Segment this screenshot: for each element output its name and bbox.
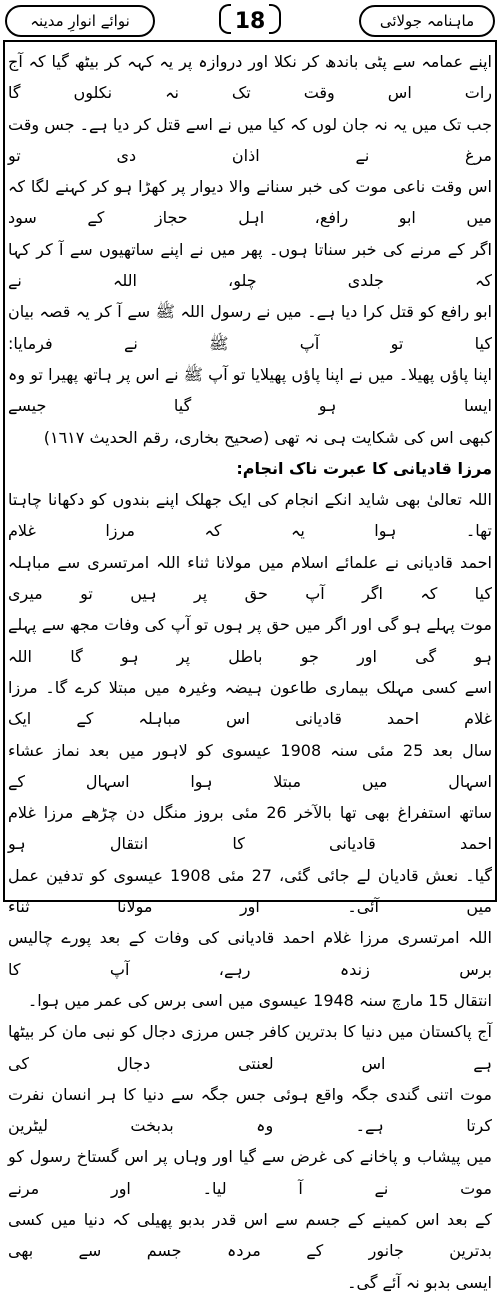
text-line: اپنا پاؤں پھیلا۔ میں نے اپنا پاؤں پھیلایا تو آپ ﷺ نے اس پر ہاتھ پھیرا تو وہ ایسا ہو گیا جیسے xyxy=(8,364,492,416)
heading-text: مرزا قادیانی کا عبرت ناک انجام: xyxy=(236,458,492,478)
left-brace-icon xyxy=(219,4,231,34)
text-line: اگر کے مرنے کی خبر سناتا ہوں۔ پھر میں نے اپنے ساتھیوں سے آ کر کہا کہ جلدی چلو، اللہ نے xyxy=(8,239,492,291)
text-line: میں پیشاب و پاخانے کی غرض سے گیا اور وہاں پر اس گستاخ رسول کو موت نے آ لیا۔ اور مرنے xyxy=(8,1147,492,1198)
magazine-month-label: ماہنامہ جولائی xyxy=(359,5,495,37)
page-number: 18 xyxy=(234,8,266,34)
page-number-box xyxy=(213,4,287,38)
text-line: اس وقت ناعی موت کی خبر سنانے والا دیوار پر کھڑا ہو کر کہنے لگا کہ میں ابو رافع، اہل حجاز کے سود xyxy=(8,177,492,228)
section-heading xyxy=(8,453,492,484)
text-line: آج پاکستان میں دنیا کا بدترین کافر جس مرزی دجال کو نبی مان کر بیٹھا ہے اس لعنتی دجال کی xyxy=(8,1022,492,1073)
right-brace-icon xyxy=(269,4,281,34)
article-body xyxy=(8,46,492,1298)
text-line: اللہ تعالیٰ بھی شاید انکے انجام کی ایک جھلک اپنے بندوں کو دکھانا چاہتا تھا۔ ہوا یہ کہ مرزا غلام xyxy=(8,490,492,541)
paragraph-2 xyxy=(8,484,492,1016)
text-line: ایسی بدبو نہ آئے گی۔ xyxy=(347,1272,492,1292)
text-line: ابو رافع کو قتل کرا دیا ہے۔ میں نے رسول اللہ ﷺ سے آ کر یہ قصہ بیان کیا تو آپ ﷺ نے فرمایا: xyxy=(8,302,492,353)
text-line: کبھی اس کی شکایت ہی نہ تھی (صحیح بخاری، رقم الحدیث ١٦١٧) xyxy=(43,427,492,447)
text-line: سال بعد 25 مئی سنہ 1908 عیسوی کو لاہور میں بعد نماز عشاء اسہال میں مبتلا ہوا اسہال کے xyxy=(8,740,492,791)
text-line: موت پہلے ہو گی اور اگر میں حق پر ہوں تو آپ کی وفات مجھ سے پہلے ہو گی اور جو باطل پر ہو گا اللہ xyxy=(8,615,492,666)
text-line: انتقال 15 مارچ سنہ 1948 عیسوی میں اسی برس کی عمر میں ہوا۔ xyxy=(27,990,492,1010)
paragraph-3 xyxy=(8,1016,492,1298)
magazine-title-label: نوائے انوارِ مدینہ xyxy=(5,5,155,37)
text-line: گیا۔ نعش قادیان لے جائی گئی، 27 مئی 1908 عیسوی کو تدفین عمل میں آئی۔ اور مولانا ثناء xyxy=(8,865,493,917)
text-line: اللہ امرتسری مرزا غلام احمد قادیانی کی وفات کے بعد پورے چالیس برس زندہ رہے، آپ کا xyxy=(8,928,492,979)
text-line: موت اتنی گندی جگہ واقع ہوئی جس جگہ سے دنیا کا ہر انسان نفرت کرتا ہے۔ وہ بدبخت لیٹرین xyxy=(8,1084,492,1136)
paragraph-1 xyxy=(8,46,492,453)
text-line: کے بعد اس کمینے کے جسم سے اس قدر بدبو پھیلی کہ دنیا میں کسی بدترین جانور کے مردہ جسم سے بھی xyxy=(8,1209,492,1261)
text-line: جب تک میں یہ نہ جان لوں کہ کیا میں نے اسے قتل کر دیا ہے۔ جس وقت مرغ نے اذان دی تو xyxy=(8,114,492,165)
page-header xyxy=(3,2,497,42)
text-line: احمد قادیانی نے علمائے اسلام میں مولانا ثناء اللہ امرتسری سے مباہلہ کیا کہ اگر آپ حق پر ہیں تو میری xyxy=(8,552,492,604)
text-line: اپنے عمامہ سے پٹی باندھ کر نکلا اور دروازہ پر یہ کہہ کر بیٹھ گیا کہ آج رات اس وقت تک نہ نکلوں گا xyxy=(8,52,492,103)
text-line: اسے کسی مہلک بیماری طاعون ہیضہ وغیرہ میں مبتلا کرے گا۔ مرزا غلام احمد قادیانی اس مباہلہ کے ایک xyxy=(8,677,492,729)
text-line: ساتھ استفراغ بھی تھا بالآخر 26 مئی بروز منگل دن چڑھے مرزا غلام احمد قادیانی کا انتقال ہو xyxy=(8,803,493,854)
